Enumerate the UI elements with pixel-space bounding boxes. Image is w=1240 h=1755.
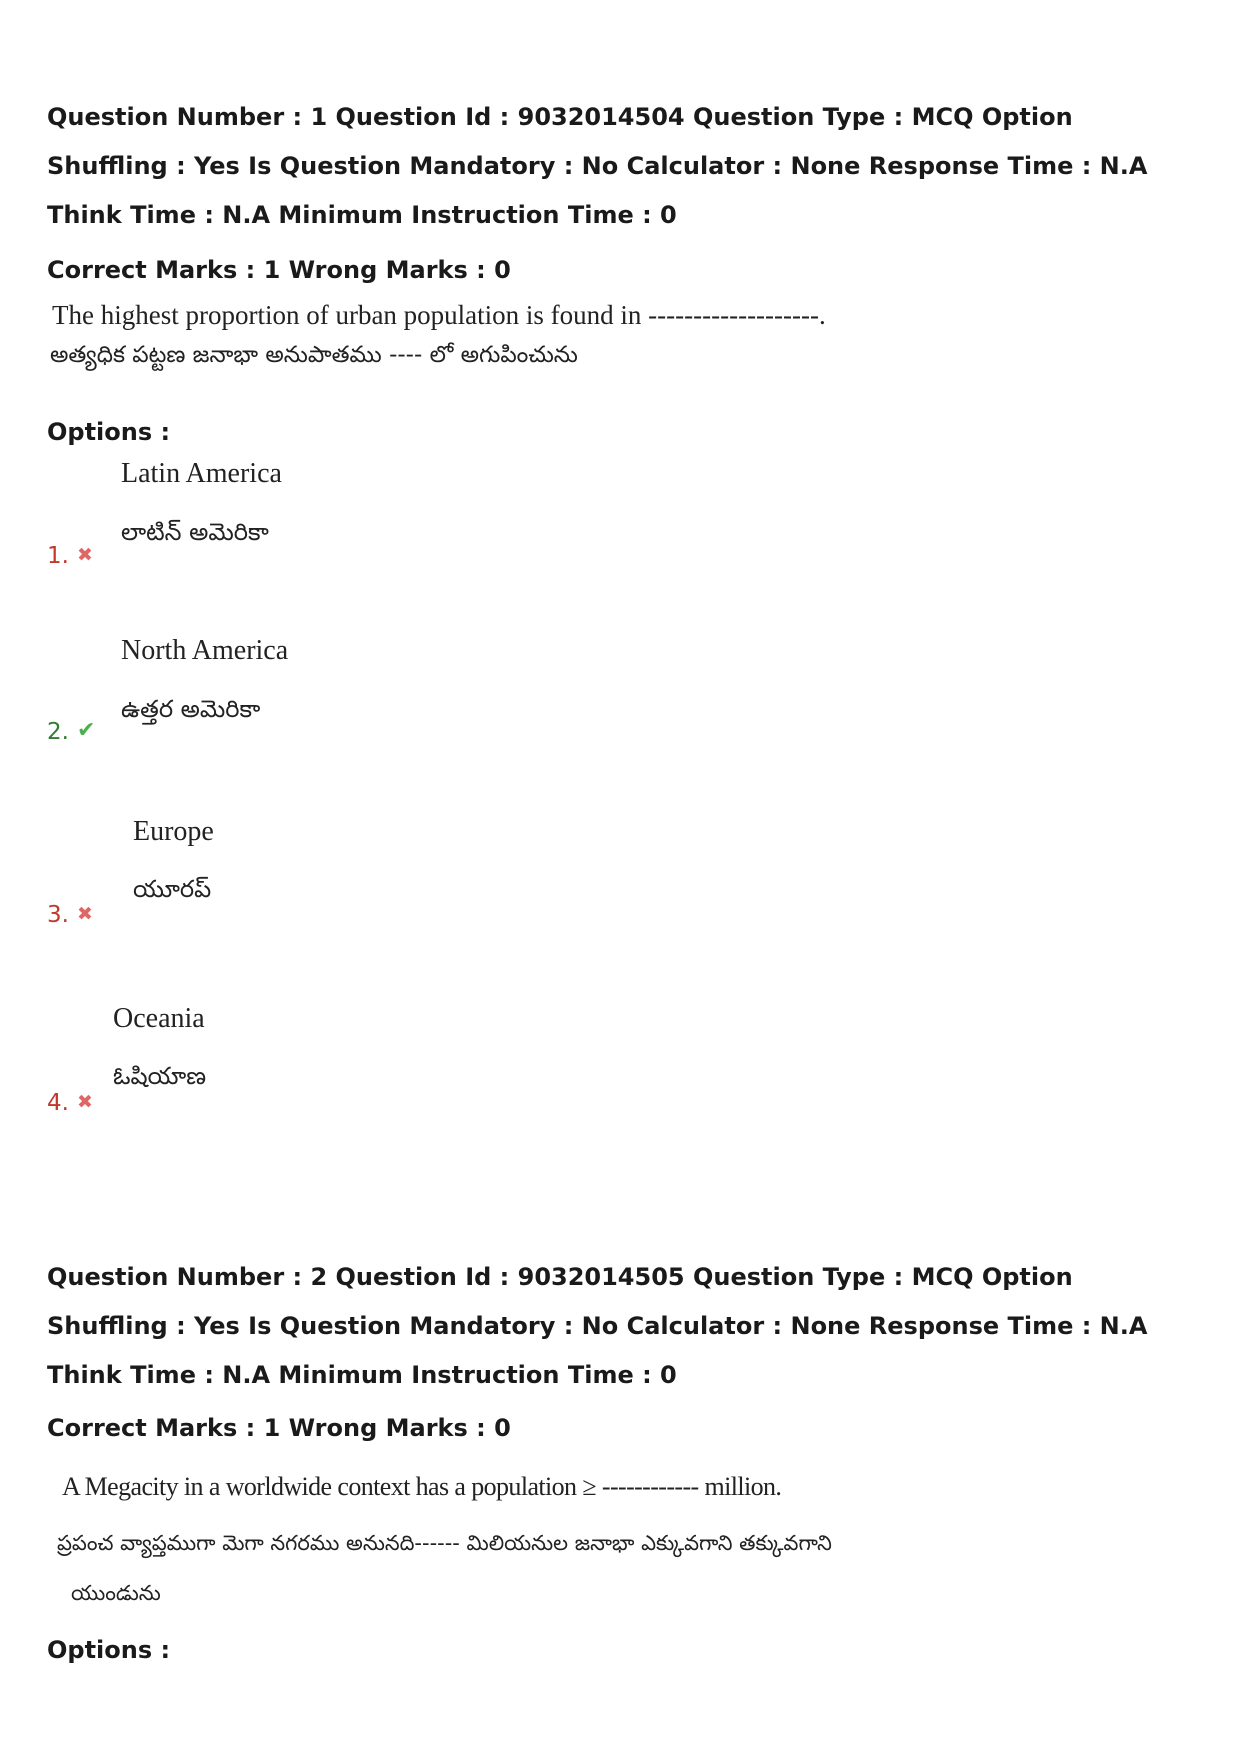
question-1-options-label: Options : [47,418,171,446]
question-2-text-telugu-line-2: యుండును [71,1581,161,1605]
option-2-number: 2. [47,719,69,745]
option-2-text-telugu: ఉత్తర అమెరికా [121,695,261,723]
option-2-text-english: North America [121,635,289,666]
option-2-marker [47,718,95,745]
check-icon: ✔ [76,718,96,743]
option-1-number: 1. [47,543,69,569]
question-2-text-english: A Megacity in a worldwide context has a population ≥ ------------ million. [62,1472,782,1501]
question-1-meta: Question Number : 1 Question Id : 9032014504 Question Type : MCQ Option Shuffling : Yes Is Question Mandatory : No Calculator : None Response Time : N.A Think Time : N.A Minimum Instruction Time : 0 [47,103,1148,229]
question-2-options-label: Options : [47,1636,171,1664]
question-1-marks: Correct Marks : 1 Wrong Marks : 0 [47,256,511,284]
question-1-text-english: The highest proportion of urban population is found in -------------------. [52,300,826,330]
option-4-text-telugu: ఓషియాణ [113,1062,207,1090]
option-1-text-telugu: లాటిన్ అమెరికా [121,518,269,546]
cross-icon: ✖ [76,544,93,566]
question-1-text-telugu: అత్యధిక పట్టణ జనాభా అనుపాతము ---- లో అగుపించును [50,342,578,368]
option-1-text-english: Latin America [121,458,282,489]
cross-icon: ✖ [76,903,93,925]
option-4-marker [47,1090,93,1116]
option-3-text-telugu: యూరప్ [133,875,212,903]
option-4-text-english: Oceania [113,1003,205,1034]
option-3-number: 3. [47,902,69,928]
option-1-marker [47,543,93,569]
question-2-text-telugu-line-1: ప్రపంచ వ్యాప్తముగా మెగా నగరము అనునది------ మిలియనుల జనాభా ఎక్కువగాని తక్కువగాని [57,1531,832,1555]
question-2-meta: Question Number : 2 Question Id : 9032014505 Question Type : MCQ Option Shuffling : Yes Is Question Mandatory : No Calculator : None Response Time : N.A Think Time : N.A Minimum Instruction Time : 0 [47,1263,1148,1389]
option-4-number: 4. [47,1090,69,1116]
question-2-marks: Correct Marks : 1 Wrong Marks : 0 [47,1414,511,1442]
option-3-marker [47,902,93,928]
cross-icon: ✖ [76,1091,93,1113]
option-3-text-english: Europe [133,816,214,847]
